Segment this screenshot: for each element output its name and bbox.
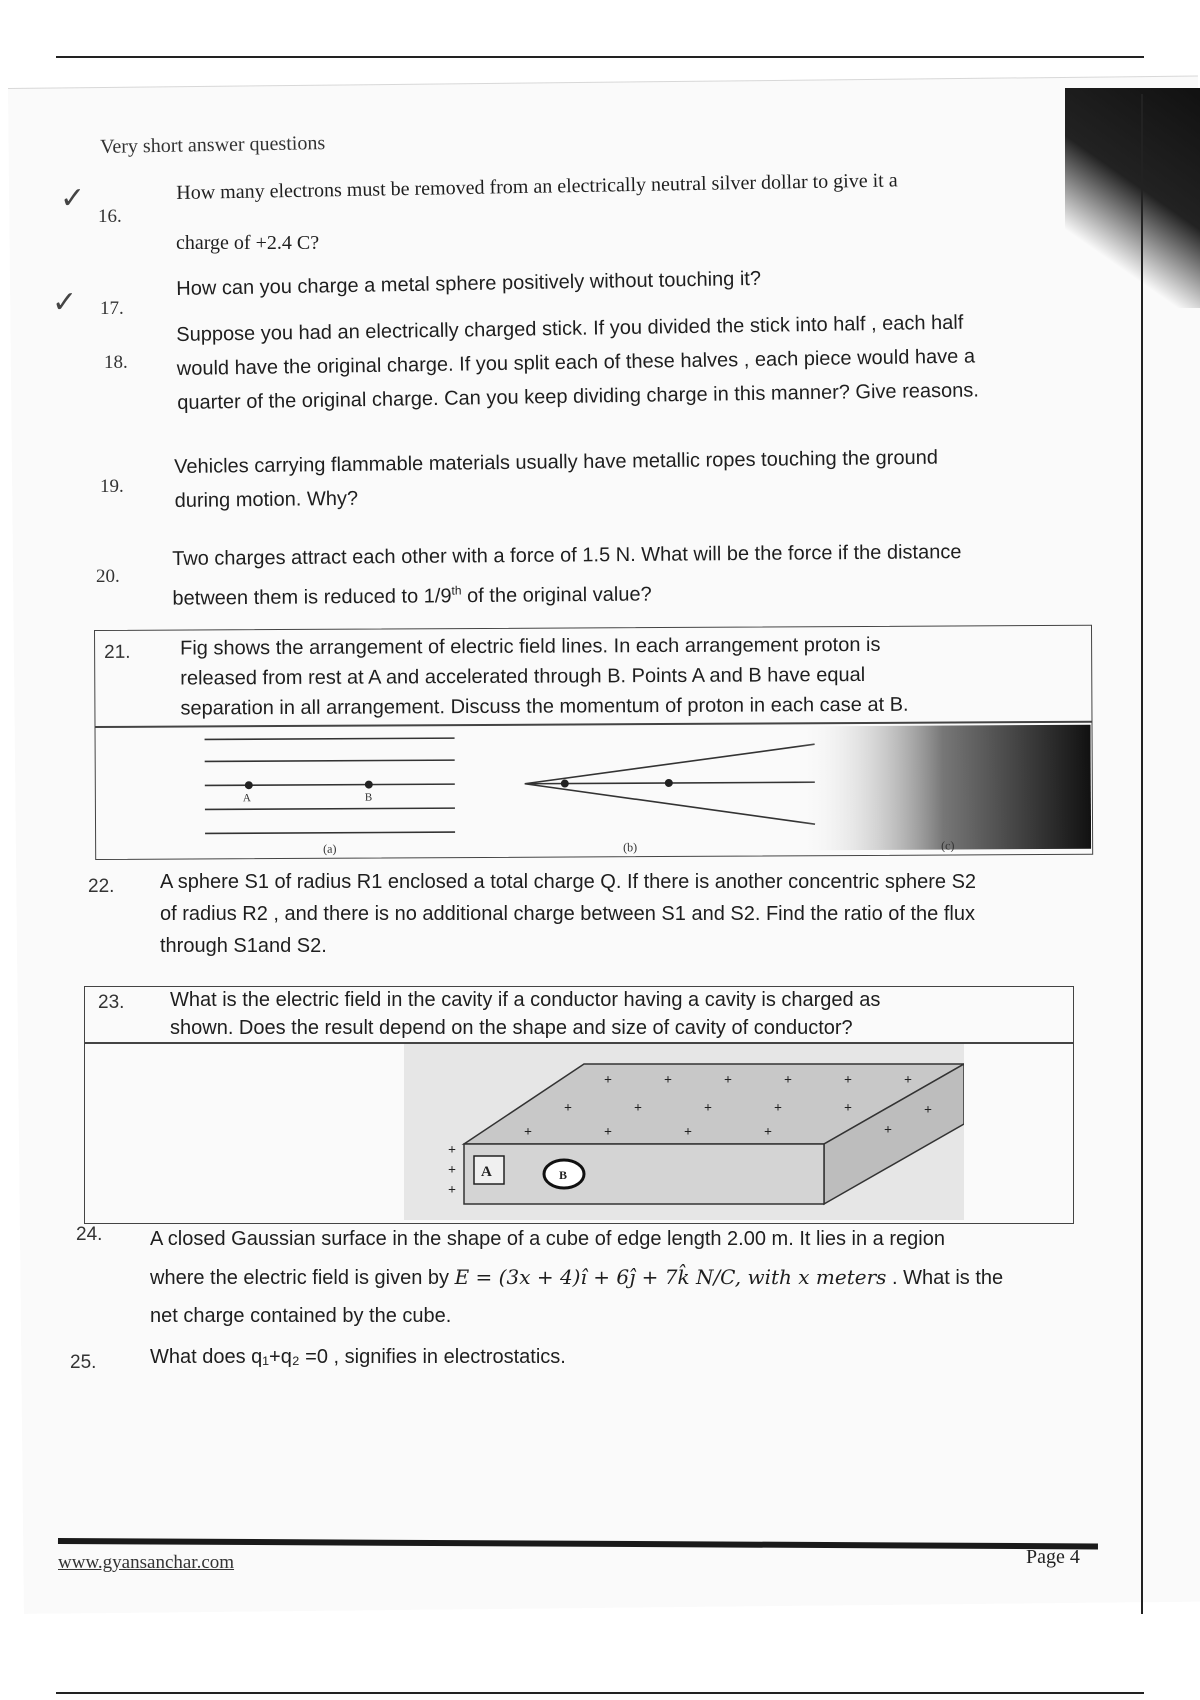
svg-text:+: + <box>924 1103 932 1118</box>
top-rule <box>56 56 1144 58</box>
question-number: 20. <box>96 566 120 587</box>
conductor-front-face <box>464 1144 824 1204</box>
svg-text:+: + <box>664 1073 672 1088</box>
svg-text:+: + <box>564 1101 572 1116</box>
question-23 <box>84 986 1076 1226</box>
svg-text:+: + <box>904 1073 912 1088</box>
question-line: would have the original charge. If you split each of these halves , each piece would have a <box>176 345 976 380</box>
question-line: separation in all arrangement. Discuss the momentum of proton in each case at B. <box>180 693 909 720</box>
question-number: 18. <box>104 352 128 373</box>
page-edge <box>1141 94 1143 1614</box>
svg-text:+: + <box>724 1073 732 1088</box>
question-line: quarter of the original charge. Can you keep dividing charge in this manner? Give reasons. <box>177 379 979 414</box>
svg-text:+: + <box>784 1073 792 1088</box>
question-line: during motion. Why? <box>174 487 359 512</box>
page-number: Page 4 <box>1026 1546 1080 1568</box>
svg-text:+: + <box>844 1101 852 1116</box>
question-line: A closed Gaussian surface in the shape of a cube of edge length 2.00 m. It lies in a region <box>150 1228 945 1250</box>
question-number: 17. <box>100 298 124 319</box>
question-line: What is the electric field in the cavity if a conductor having a cavity is charged as <box>170 989 881 1011</box>
point-a-label: A <box>242 792 251 805</box>
question-line: Fig shows the arrangement of electric field lines. In each arrangement proton is <box>180 633 881 660</box>
point-b-marker <box>365 781 373 789</box>
svg-text:+: + <box>448 1163 456 1178</box>
arrangement-a <box>205 738 455 833</box>
question-line: How can you charge a metal sphere positively without touching it? <box>176 267 762 300</box>
svg-text:+: + <box>448 1183 456 1198</box>
question-number: 23. <box>98 992 125 1013</box>
question-number: 25. <box>70 1352 97 1373</box>
question-number: 19. <box>100 476 124 497</box>
caption-a: (a) <box>323 841 337 856</box>
question-line: released from rest at A and accelerated through B. Points A and B have equal <box>180 663 866 690</box>
point-b-label: B <box>364 791 373 804</box>
question-line: between them is reduced to 1/9th of the original value? <box>172 583 652 610</box>
question-line: Vehicles carrying flammable materials usually have metallic ropes touching the ground <box>174 446 939 478</box>
section-heading: Very short answer questions <box>100 132 326 158</box>
question-line: charge of +2.4 C? <box>176 232 320 254</box>
question-line: Suppose you had an electrically charged stick. If you divided the stick into half , each half <box>176 311 964 346</box>
question-line: through S1and S2. <box>160 935 327 957</box>
svg-text:+: + <box>684 1125 692 1140</box>
question-line: What does q₁+q₂ =0 , signifies in electrostatics. <box>150 1346 566 1368</box>
caption-b: (b) <box>623 840 638 855</box>
question-21 <box>94 625 1095 862</box>
question-line: A sphere S1 of radius R1 enclosed a total charge Q. If there is another concentric sphere S2 <box>160 871 977 893</box>
svg-text:+: + <box>604 1073 612 1088</box>
svg-text:+: + <box>634 1101 642 1116</box>
svg-text:+: + <box>844 1073 852 1088</box>
point-a-marker <box>245 781 253 789</box>
cavity-a-label: A <box>481 1164 492 1180</box>
svg-text:+: + <box>704 1101 712 1116</box>
electric-field-formula: E = (3x + 4)î + 6ĵ + 7k̂ N/C, with x meters <box>454 1265 887 1289</box>
cavity-b-label: B <box>559 1168 568 1182</box>
svg-text:+: + <box>448 1143 456 1158</box>
svg-text:+: + <box>884 1123 892 1138</box>
question-line: where the electric field is given by E = (3x + 4)î + 6ĵ + 7k̂ N/C, with x meters . What is the <box>150 1265 1004 1289</box>
question-line: net charge contained by the cube. <box>150 1305 452 1327</box>
field-lines-figure <box>95 723 1092 858</box>
question-line: How many electrons must be removed from an electrically neutral silver dollar to give it a <box>176 169 898 204</box>
bottom-rule <box>56 1692 1144 1694</box>
caption-c: (c) <box>941 838 955 853</box>
question-line: Two charges attract each other with a force of 1.5 N. What will be the force if the distance <box>172 541 962 570</box>
website-link[interactable]: www.gyansanchar.com <box>58 1552 235 1573</box>
svg-text:+: + <box>764 1125 772 1140</box>
svg-text:+: + <box>524 1125 532 1140</box>
check-mark-icon: ✓ <box>52 285 78 320</box>
question-number: 24. <box>76 1224 103 1245</box>
arrangement-c <box>795 725 1092 851</box>
question-line: of radius R2 , and there is no additional charge between S1 and S2. Find the ratio of the flux <box>160 903 975 925</box>
question-line: shown. Does the result depend on the shape and size of cavity of conductor? <box>170 1017 853 1039</box>
check-mark-icon: ✓ <box>60 181 86 216</box>
svg-text:+: + <box>774 1101 782 1116</box>
svg-text:+: + <box>604 1125 612 1140</box>
question-number: 21. <box>104 641 131 663</box>
question-number: 16. <box>98 206 122 227</box>
charged-conductor-figure <box>404 1044 964 1220</box>
question-number: 22. <box>88 876 115 897</box>
